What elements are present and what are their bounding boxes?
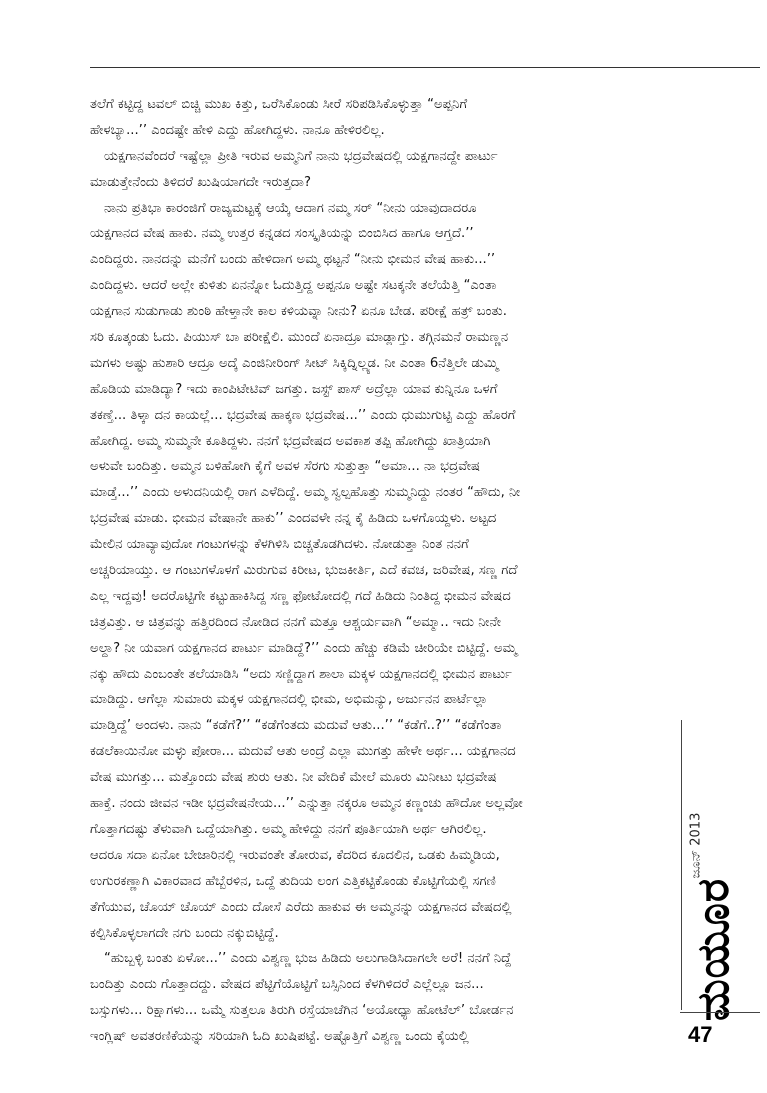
- article-line: ಬಂದಿತ್ತು ಎಂದು ಗೊತ್ತಾದದ್ದು. ವೇಷದ ಪೆಟ್ಟಿಗೆಯೊಟ್ಟಿಗೆ ಬಸ್ಸಿನಿಂದ ಕೆಳಗಿಳಿದರೆ ಎಲ್ಲೆಲ್ಲೂ ಜನ...: [90, 977, 484, 993]
- article-line: ಕಡಲೆಕಾಯಿನೋ ಮಳ್ಳು ಪೋರಾ... ಮದುವೆ ಆತು ಅಂದ್ರೆ ಎಲ್ಲಾ ಮುಗತ್ತು ಹೇಳೇ ಅರ್ಥ... ಯಕ್ಷಗಾನದ: [90, 744, 516, 760]
- article-line: ನಕ್ಕು ಹೌದು ಎಂಬಂತೇ ತಲೆಯಾಡಿಸಿ “ಅದು ಸಣ್ಣಿದ್ದಾಗ ಶಾಲಾ ಮಕ್ಕಳ ಯಕ್ಷಗಾನದಲ್ಲಿ ಭೀಮನ ಪಾರ್ಟು: [90, 666, 513, 682]
- article-line: “ಹುಬ್ಬಳ್ಳಿ ಬಂತು ಏಳೋ...’’ ಎಂದು ವಿಶ್ವಣ್ಣ ಭುಜ ಹಿಡಿದು ಅಲುಗಾಡಿಸಿದಾಗಲೇ ಅರೆ! ನನಗೆ ನಿದ್ದೆ: [104, 951, 512, 967]
- article-line: ಹಾಕ್ತೆ. ನಂದು ಜೀವನ ಇಡೀ ಭದ್ರವೇಷನೇಯ...’’ ಎನ್ನುತ್ತಾ ನಕ್ಕರೂ ಅಮ್ಮನ ಕಣ್ಣಂಚು ಹೌದೋ ಅಲ್ಲವೋ: [90, 796, 523, 812]
- article-line: ಮಾಡುತ್ತೇನೆಂದು ತಿಳಿದರೆ ಖುಷಿಯಾಗದೇ ಇರುತ್ತದಾ?: [90, 174, 311, 190]
- article-line: ಗೊತ್ತಾಗದಷ್ಟು ತೆಳುವಾಗಿ ಒದ್ದೆಯಾಗಿತ್ತು. ಅಮ್ಮ ಹೇಳಿದ್ದು ನನಗೆ ಪೂರ್ತಿಯಾಗಿ ಅರ್ಥ ಆಗಿರಲಿಲ್ಲ.: [90, 821, 487, 837]
- article-line: ಮಾಡಿದ್ದು. ಆಗೆಲ್ಲಾ ಸುಮಾರು ಮಕ್ಕಳ ಯಕ್ಷಗಾನದಲ್ಲಿ ಭೀಮ, ಅಭಿಮನ್ಯು, ಅರ್ಜುನನ ಪಾರ್ಟೆಲ್ಲಾ: [90, 692, 488, 708]
- article-line: ಭದ್ರವೇಷ ಮಾಡು. ಭೀಮನ ವೇಷಾನೇ ಹಾಕು’’ ಎಂದವಳೇ ನನ್ನ ಕೈ ಹಿಡಿದು ಒಳಗೊಯ್ದಳು. ಅಟ್ಟದ: [90, 511, 497, 527]
- article-line: ಮಾಡ್ತಿದ್ದೆ’ ಅಂದಳು. ನಾನು “ಕಡೆಗೆ?’’ “ಕಡೆಗೆಂತದು ಮದುವೆ ಆತು...’’ “ಕಡೆಗೆ..?’’ “ಕಡೆಗೆಂತಾ: [90, 718, 502, 734]
- article-line: ಉಗುರಕಣ್ಣಾಗಿ ವಿಕಾರವಾದ ಹೆಬ್ಬೆರಳಿನ, ಒದ್ದೆ ತುದಿಯ ಲಂಗ ಎತ್ತಿಕಟ್ಟಿಕೊಂಡು ಕೊಟ್ಟಿಗೆಯಲ್ಲಿ ಸಗಣಿ: [90, 873, 496, 889]
- article-line: ಚಿತ್ರವಿತ್ತು. ಆ ಚಿತ್ರವನ್ನು ಹತ್ತಿರದಿಂದ ನೋಡಿದ ನನಗೆ ಮತ್ತೂ ಆಶ್ಚರ್ಯವಾಗಿ “ಅಮ್ಮಾ.. ಇದು ನೀನೇ: [90, 614, 502, 630]
- article-line: ಅಚ್ಚರಿಯಾಯ್ತು. ಆ ಗಂಟುಗಳೊಳಗೆ ಮಿರುಗುವ ಕಿರೀಟ, ಭುಜಕೀರ್ತಿ, ಎದೆ ಕವಚ, ಜರಿವೇಷ, ಸಣ್ಣ ಗದೆ: [90, 563, 518, 579]
- article-line: ಅಳುವೇ ಬಂದಿತ್ತು. ಅಮ್ಮನ ಬಳಿಹೋಗಿ ಕೈಗೆ ಅವಳ ಸೆರಗು ಸುತ್ತುತ್ತಾ “ಅಮಾ... ನಾ ಭದ್ರವೇಷ: [90, 459, 481, 475]
- article-line: ಯಕ್ಷಗಾನದ ವೇಷ ಹಾಕು. ನಮ್ಮ ಉತ್ತರ ಕನ್ನಡದ ಸಂಸ್ಕೃತಿಯನ್ನು ಬಿಂಬಿಸಿದ ಹಾಗೂ ಆಗ್ತದೆ.’’: [90, 226, 474, 242]
- article-line: ತಕಣ್ತೆ... ತಿಳ್ಕಾ ದನ ಕಾಯಲ್ಲೆ... ಭದ್ರವೇಷ ಹಾಕ್ಕಣ ಭದ್ರವೇಷ...’’ ಎಂದು ಧುಮುಗುಟ್ಟಿ ಎದ್ದು ಹೊರಗೆ: [90, 407, 516, 423]
- article-line: ತಲೆಗೆ ಕಟ್ಟಿದ್ದ ಟವಲ್ ಬಿಚ್ಚಿ ಮುಖ ಕಿತ್ತು, ಒರೆಸಿಕೊಂಡು ಸೀರೆ ಸರಿಪಡಿಸಿಕೊಳ್ಳುತ್ತಾ “ಅಪ್ಪನಿಗೆ: [90, 97, 468, 112]
- article-line: ಹೊಡಿಯ ಮಾಡಿದ್ಯಾ? ಇದು ಕಾಂಪಿಟೇಟಿವ್ ಜಗತ್ತು. ಜಸ್ಟ್ ಪಾಸ್ ಅದ್ರೆಲ್ಲಾ ಯಾವ ಕುನ್ನಿನೂ ಒಳಗೆ: [90, 381, 498, 397]
- article-line: ಯಕ್ಷಗಾನವೆಂದರೆ ಇಷ್ಟೆಲ್ಲಾ ಪ್ರೀತಿ ಇರುವ ಅಮ್ಮನಿಗೆ ನಾನು ಭದ್ರವೇಷದಲ್ಲಿ ಯಕ್ಷಗಾನದ್ದೇ ಪಾರ್ಟು: [104, 148, 498, 164]
- article-line: ವೇಷ ಮುಗತ್ತು... ಮತ್ತೊಂದು ವೇಷ ಶುರು ಆತು. ನೀ ವೇದಿಕೆ ಮೇಲೆ ಮೂರು ಮಿನೀಟು ಭದ್ರವೇಷ: [90, 770, 497, 786]
- article-body: [90, 92, 665, 1050]
- article-line: ಕಲ್ಪಿಸಿಕೊಳ್ಳಲಾಗದೇ ನಗು ಬಂದು ನಕ್ಕುಬಿಟ್ಟಿದ್ದೆ.: [90, 925, 279, 941]
- article-line: ಹೇಳಬ್ಯಾ...’’ ಎಂದಷ್ಟೇ ಹೇಳಿ ಎದ್ದು ಹೋಗಿದ್ದಳು. ನಾನೂ ಹೇಳಿರಲಿಲ್ಲ.: [90, 122, 385, 138]
- article-line: ಅಲ್ದಾ? ನೀ ಯವಾಗ ಯಕ್ಷಗಾನದ ಪಾರ್ಟು ಮಾಡಿದ್ದೆ?’’ ಎಂದು ಹೆಚ್ಚು ಕಡಿಮೆ ಚೀರಿಯೇ ಬಿಟ್ಟಿದ್ದೆ. ಅಮ್ಮ: [90, 640, 517, 656]
- issue-date-text: ಜೂನ್ 2013: [688, 812, 704, 878]
- article-line: ಆದರೂ ಸದಾ ಏನೋ ಬೇಜಾರಿನಲ್ಲಿ ಇರುವಂತೇ ತೋರುವ, ಕೆದರಿದ ಕೂದಲಿನ, ಒಡಕು ಹಿಮ್ಮಡಿಯ,: [90, 847, 500, 863]
- footer-rule: [680, 1012, 760, 1013]
- magazine-title-text: ಮಯೂರ: [688, 877, 740, 1021]
- article-line: ಎಂದಿದ್ದರು. ನಾನದನ್ನು ಮನೆಗೆ ಬಂದು ಹೇಳಿದಾಗ ಅಮ್ಮ ಥಟ್ಟನೆ “ನೀನು ಭೀಮನ ವೇಷ ಹಾಕು...’’: [90, 252, 496, 268]
- article-line: ಬಸ್ಸುಗಳು... ರಿಕ್ಷಾಗಳು... ಒಮ್ಮೆ ಸುತ್ತಲೂ ತಿರುಗಿ ರಸ್ತೆಯಾಚೆಗಿನ ‘ಅಯೋಧ್ಯಾ ಹೋಟೆಲ್’ ಬೋರ್ಡನ: [90, 1003, 514, 1019]
- top-rule: [90, 67, 760, 68]
- page-number: 47: [688, 1022, 713, 1047]
- article-line: ಇಂಗ್ಲಿಷ್ ಅವತರಣಿಕೆಯನ್ನು ಸರಿಯಾಗಿ ಓದಿ ಖುಷಿಪಟ್ಟೆ. ಅಷ್ಟೊತ್ತಿಗೆ ವಿಶ್ವಣ್ಣ ಒಂದು ಕೈಯಲ್ಲಿ: [90, 1029, 469, 1045]
- article-line: ಯಕ್ಷಗಾನ ಸುಡುಗಾಡು ಶುಂಠಿ ಹೇಳ್ತಾನೇ ಕಾಲ ಕಳಿಯವ್ನಾ ನೀನು? ಏನೂ ಬೇಡ. ಪರೀಕ್ಷೆ ಹತ್ರ್ ಬಂತು.: [90, 304, 507, 320]
- article-line: ಎಲ್ಲ ಇದ್ದವು! ಅದರೊಟ್ಟಿಗೇ ಕಟ್ಟುಹಾಕಿಸಿದ್ದ ಸಣ್ಣ ಫೋಟೋದಲ್ಲಿ ಗದೆ ಹಿಡಿದು ನಿಂತಿದ್ದ ಭೀಮನ ವೇಷದ: [90, 588, 511, 604]
- article-line: ತೆಗೆಯುವ, ಚೊಯ್ ಚೊಯ್ ಎಂದು ದೋಸೆ ಎರೆದು ಹಾಕುವ ಈ ಅಮ್ಮನನ್ನು ಯಕ್ಷಗಾನದ ವೇಷದಲ್ಲಿ: [90, 899, 512, 915]
- article-line: ಮೇಲಿನ ಯಾವ್ಯಾವುದೋ ಗಂಟುಗಳನ್ನು ಕೆಳಗಿಳಿಸಿ ಬಿಚ್ಚತೊಡಗಿದಳು. ನೋಡುತ್ತಾ ನಿಂತ ನನಗೆ: [90, 537, 469, 553]
- article-line: ಸರಿ ಕೂತ್ಕಂಡು ಓದು. ಪಿಯುಸ್ ಬಾ ಪರೀಕ್ಷೆಲಿ. ಮುಂದೆ ಏನಾದ್ರೂ ಮಾಡ್ಲಾಗ್ತು. ತಗ್ಗಿನಮನೆ ರಾಮಣ್ಣನ: [90, 330, 509, 346]
- issue-date: [681, 805, 711, 885]
- magazine-title: [686, 877, 742, 1021]
- article-line: ಎಂದಿದ್ದಳು. ಆದರೆ ಅಲ್ಲೇ ಕುಳಿತು ಏನನ್ನೋ ಓದುತ್ತಿದ್ದ ಅಪ್ಪನೂ ಅಷ್ಟೇ ಸಟಕ್ಕನೇ ತಲೆಯೆತ್ತಿ “ಎಂತಾ: [90, 278, 497, 294]
- article-line: ಮಾಡ್ತೆ...’’ ಎಂದು ಅಳುದನಿಯಲ್ಲಿ ರಾಗ ಎಳೆದಿದ್ದೆ. ಅಮ್ಮ ಸ್ವಲ್ಪಹೊತ್ತು ಸುಮ್ಮನಿದ್ದು ನಂತರ “ಹೌದು, ನೀ: [90, 485, 521, 501]
- article-line: ನಾನು ಪ್ರತಿಭಾ ಕಾರಂಜಿಗೆ ರಾಜ್ಯಮಟ್ಟಕ್ಕೆ ಆಯ್ಕೆ ಆದಾಗ ನಮ್ಮ ಸರ್ “ನೀನು ಯಾವುದಾದರೂ: [104, 200, 477, 216]
- article-line: ಮಗಳು ಅಷ್ಟು ಹುಶಾರಿ ಆದ್ರೂ ಅದ್ಕೆ ಎಂಜಿನೀರಿಂಗ್ ಸೀಟ್ ಸಿಕ್ಕಿದ್ನಿಲ್ಲ್ಯಡ. ನೀ ಎಂತಾ 6ನೆತ್ತಿಲೇ ಡುಮ್ಮಿ: [90, 355, 499, 371]
- article-line: ಹೋಗಿದ್ದ. ಅಮ್ಮ ಸುಮ್ಮನೇ ಕೂತಿದ್ದಳು. ನನಗೆ ಭದ್ರವೇಷದ ಅವಕಾಶ ತಪ್ಪಿ ಹೋಗಿದ್ದು ಖಾತ್ರಿಯಾಗಿ: [90, 433, 491, 449]
